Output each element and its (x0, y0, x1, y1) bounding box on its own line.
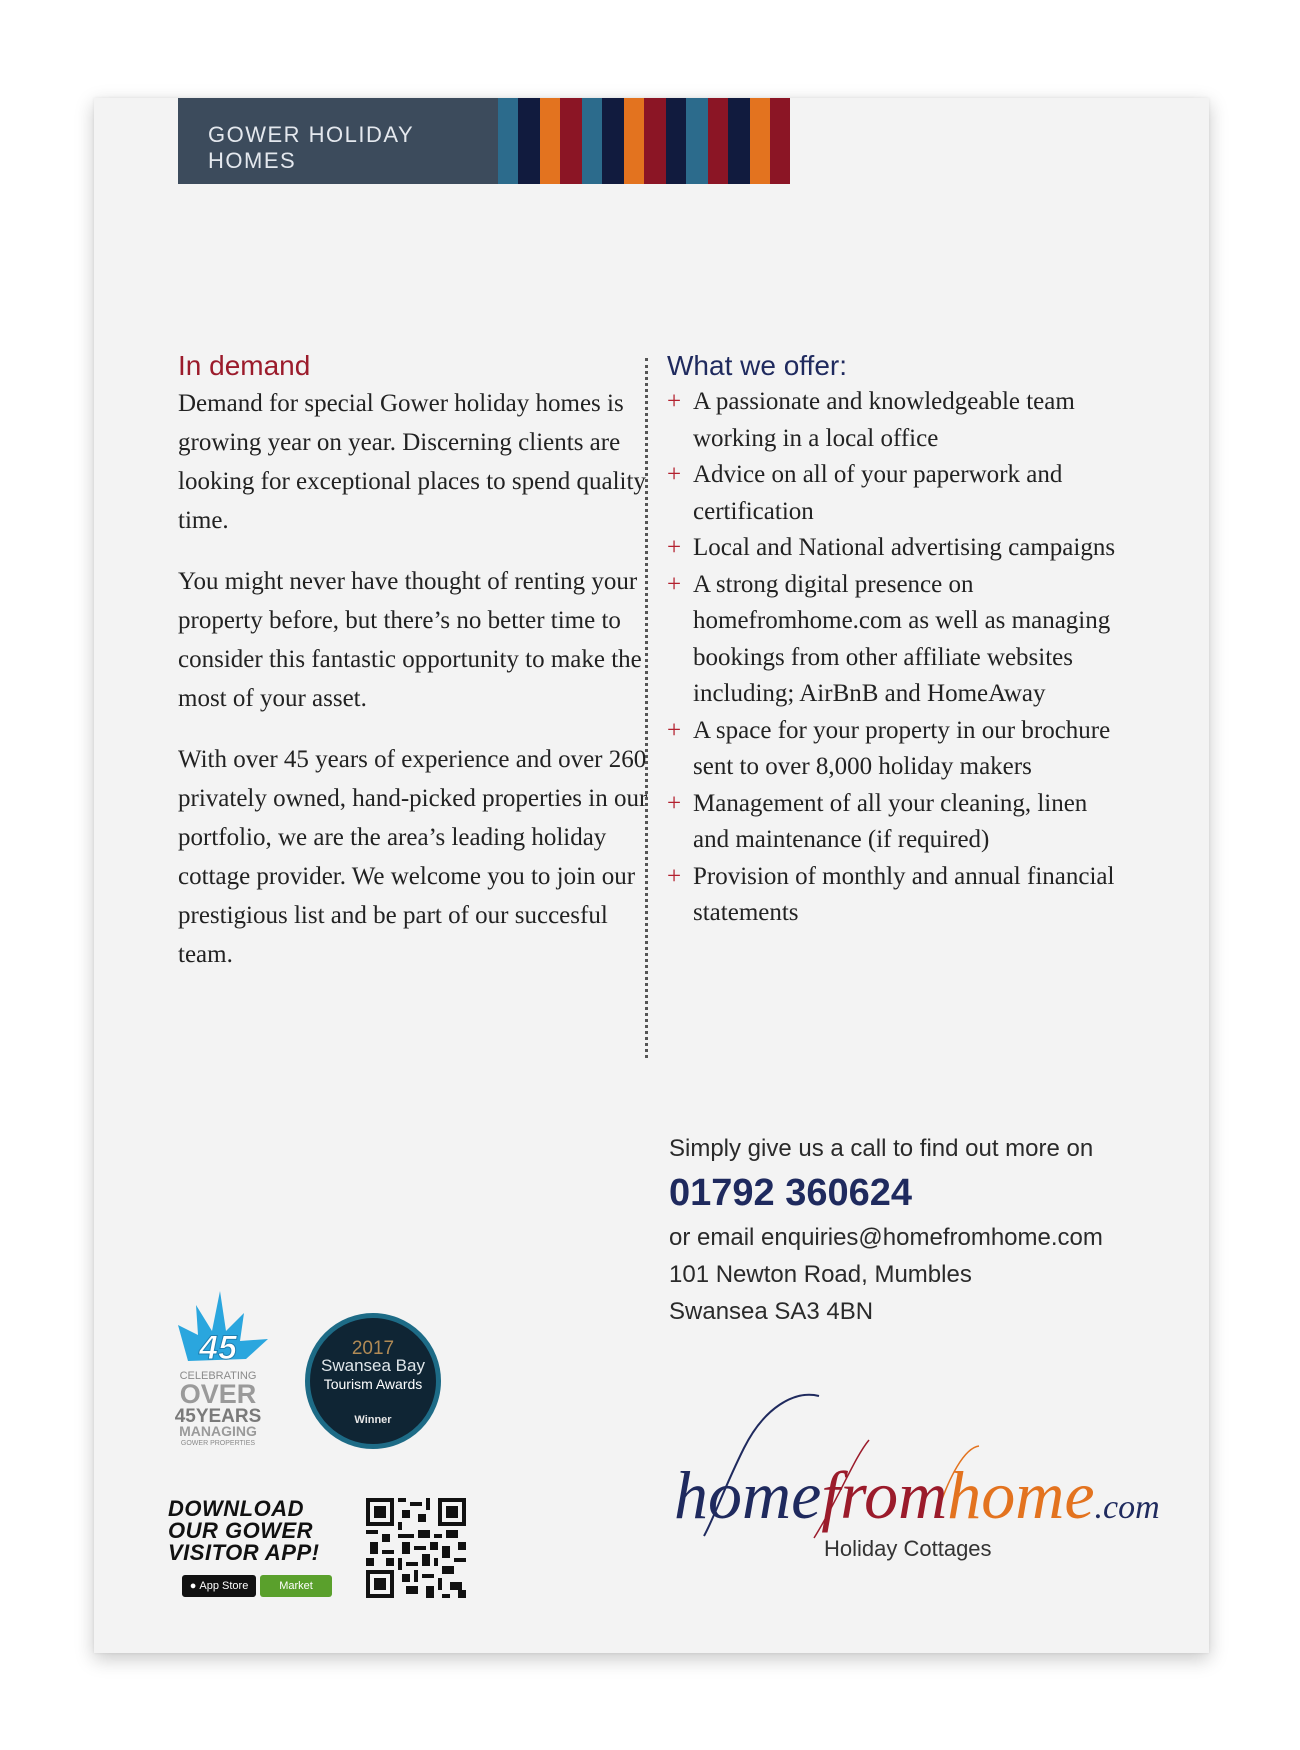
phone-number[interactable]: 01792 360624 (669, 1172, 913, 1214)
dotted-divider (645, 358, 648, 1058)
address-line-1: 101 Newton Road, Mumbles (669, 1261, 972, 1288)
plus-icon: + (667, 461, 682, 488)
stripe (750, 98, 770, 184)
in-demand-section (178, 350, 648, 996)
offer-list (667, 384, 1127, 932)
stripe (518, 98, 540, 184)
logo-wordmark (664, 1388, 1160, 1538)
flyer-sheet (94, 98, 1209, 1653)
offer-item: + A strong digital presence on homefromhome.com as well as managing bookings from other affiliate websites including; AirBnB and HomeAway (667, 567, 1127, 713)
color-stripes (498, 98, 790, 184)
svg-text:MANAGING: MANAGING (179, 1423, 257, 1439)
plus-icon: + (667, 862, 682, 890)
in-demand-heading: In demand (178, 350, 311, 381)
plus-icon: + (667, 570, 682, 598)
offer-item: + Advice on all of your paperwork and certification (667, 457, 1127, 530)
stripe (644, 98, 666, 184)
offer-item: + A passionate and knowledgeable team working in a local office (667, 384, 1127, 457)
stripe (498, 98, 518, 184)
download-app-text: DOWNLOAD OUR GOWER VISITOR APP! (168, 1496, 320, 1565)
logo-suffix: .com (1094, 1489, 1160, 1526)
stripe (728, 98, 750, 184)
offer-item: + Provision of monthly and annual financial statements (667, 859, 1127, 932)
contact-block (669, 1130, 1103, 1330)
brand-header (178, 98, 498, 184)
android-market-button[interactable]: Market (260, 1575, 332, 1597)
paragraph-2: You might never have thought of renting your property before, but there’s no better time to consider this fantastic opportunity to make the most of your asset. (178, 568, 642, 712)
app-store-button[interactable]: ● App Store (182, 1575, 256, 1597)
paragraph-1: Demand for special Gower holiday homes is growing year on year. Discerning clients are looking for exceptional places to spend quality time. (178, 390, 646, 534)
svg-text:OVER: OVER (179, 1379, 257, 1409)
plus-icon: + (667, 789, 682, 817)
brand-name: GOWER HOLIDAY HOMES (208, 122, 414, 173)
stripe (540, 98, 560, 184)
celebrating-45-years-badge (168, 1283, 278, 1448)
offer-heading: What we offer: (667, 350, 848, 381)
svg-text:GOWER PROPERTIES: GOWER PROPERTIES (180, 1440, 256, 1447)
contact-intro: Simply give us a call to find out more on (669, 1135, 1094, 1162)
stripe (666, 98, 686, 184)
tourism-award-badge (305, 1313, 441, 1449)
logo-tagline: Holiday Cottages (824, 1536, 992, 1561)
email-line[interactable]: or email enquiries@homefromhome.com (669, 1224, 1103, 1251)
address-line-2: Swansea SA3 4BN (669, 1298, 874, 1325)
stripe (602, 98, 624, 184)
plus-icon: + (667, 388, 682, 415)
award-name: Swansea Bay (321, 1356, 425, 1375)
apple-icon: ● (189, 1580, 200, 1592)
stripe (560, 98, 582, 184)
stripe (686, 98, 708, 184)
plus-icon: + (667, 716, 682, 744)
svg-text:45YEARS: 45YEARS (174, 1406, 262, 1427)
award-status: Winner (354, 1414, 392, 1426)
badge-number: 45 (199, 1329, 237, 1367)
logo-part-3: home (947, 1457, 1095, 1533)
stripe (770, 98, 790, 184)
logo-part-1: home (674, 1457, 822, 1533)
award-year: 2017 (351, 1338, 395, 1359)
svg-text:homefromhome.com (674, 1457, 1160, 1533)
award-title: Tourism Awards (323, 1376, 423, 1392)
offer-item: + Management of all your cleaning, linen and maintenance (if required) (667, 786, 1127, 859)
qr-code-icon[interactable] (366, 1498, 466, 1598)
plus-icon: + (667, 534, 682, 561)
offer-item: + Local and National advertising campaigns (667, 530, 1127, 567)
paragraph-3: With over 45 years of experience and over 260 privately owned, hand-picked properties in our portfolio, we are the area’s leading holiday cottage provider. We welcome you to join our prestigious list and be part of our succesful team. (178, 746, 648, 968)
what-we-offer-section (667, 350, 1127, 932)
logo-part-2: from (821, 1457, 948, 1533)
stripe (624, 98, 644, 184)
svg-text:CELEBRATING: CELEBRATING (179, 1370, 257, 1382)
stripe (582, 98, 602, 184)
offer-item: + A space for your property in our brochure sent to over 8,000 holiday makers (667, 713, 1127, 786)
homefromhome-logo (664, 1388, 1160, 1598)
stripe (708, 98, 728, 184)
